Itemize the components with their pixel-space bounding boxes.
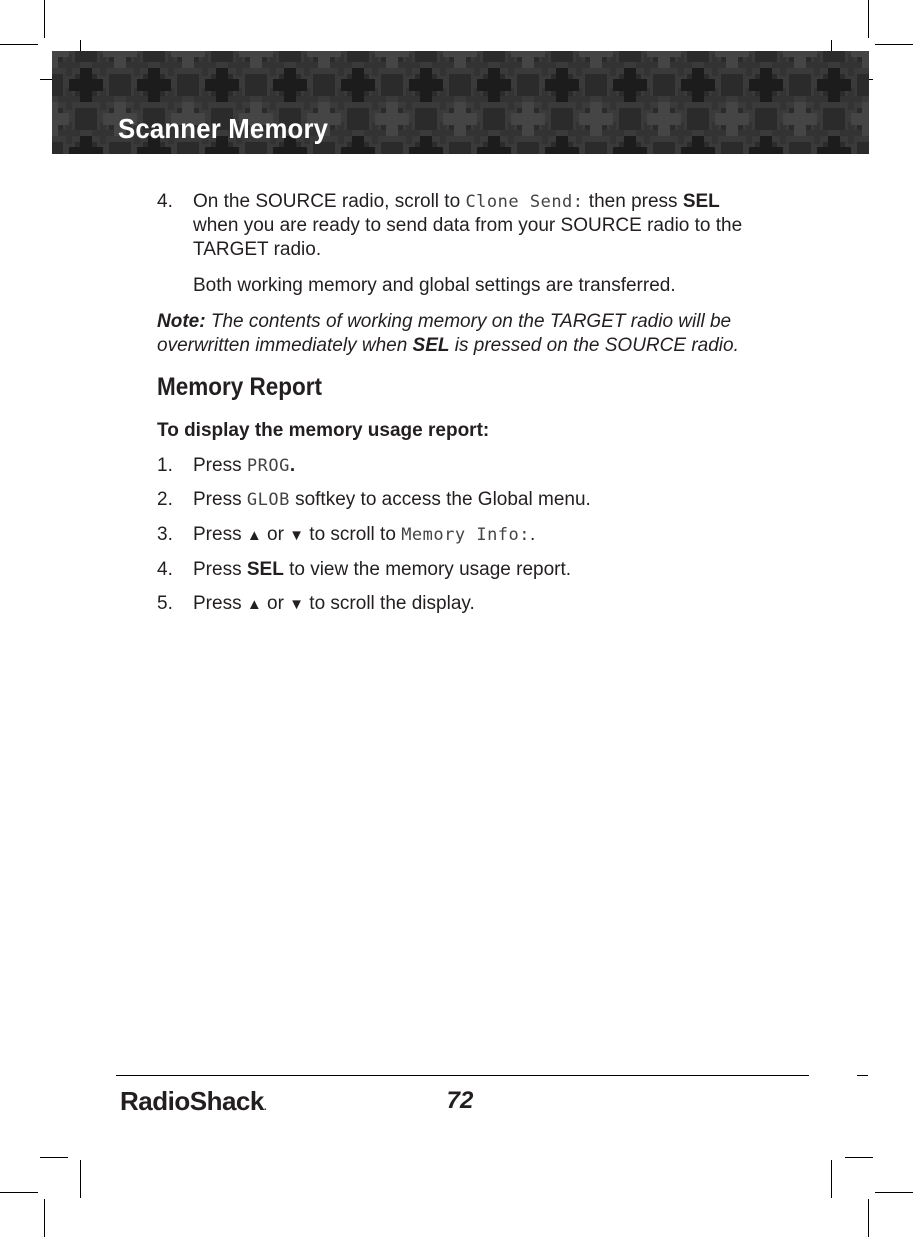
- crop-mark: [831, 1160, 832, 1198]
- crop-mark: [80, 1160, 81, 1198]
- down-arrow-icon: ▼: [289, 596, 305, 613]
- crop-mark: [44, 1199, 45, 1237]
- crop-mark: [875, 44, 913, 45]
- lcd-text: PROG: [246, 456, 290, 476]
- lcd-text: GLOB: [246, 490, 290, 510]
- crop-mark: [868, 0, 869, 38]
- procedure-intro: To display the memory usage report:: [157, 420, 490, 441]
- crop-mark: [44, 0, 45, 38]
- footer-divider: [116, 1075, 809, 1076]
- crop-mark: [0, 44, 38, 45]
- crop-mark: [868, 1199, 869, 1237]
- section-heading: Memory Report: [157, 373, 323, 401]
- brand-logo: RadioShack.: [120, 1086, 267, 1116]
- up-arrow-icon: ▲: [246, 596, 262, 613]
- crop-mark: [857, 1075, 868, 1076]
- crop-mark: [0, 1192, 38, 1193]
- page-number: 72: [446, 1087, 474, 1114]
- header-banner: [52, 51, 869, 154]
- down-arrow-icon: ▼: [289, 527, 305, 544]
- page-title: Scanner Memory: [118, 113, 329, 144]
- note-label: Note:: [157, 311, 206, 332]
- crop-mark: [875, 1192, 913, 1193]
- crop-mark: [845, 1157, 873, 1158]
- key-name: SEL: [412, 335, 450, 356]
- note: Note: The contents of working memory on the TARGET radio will be: [157, 311, 732, 332]
- lcd-text: Clone Send:: [465, 192, 584, 212]
- crop-mark: [40, 1157, 68, 1158]
- step-number: 4.: [157, 191, 173, 212]
- lcd-text: Memory Info:: [401, 525, 531, 545]
- up-arrow-icon: ▲: [246, 527, 262, 544]
- key-name: SEL: [682, 191, 720, 212]
- key-name: SEL: [246, 559, 284, 580]
